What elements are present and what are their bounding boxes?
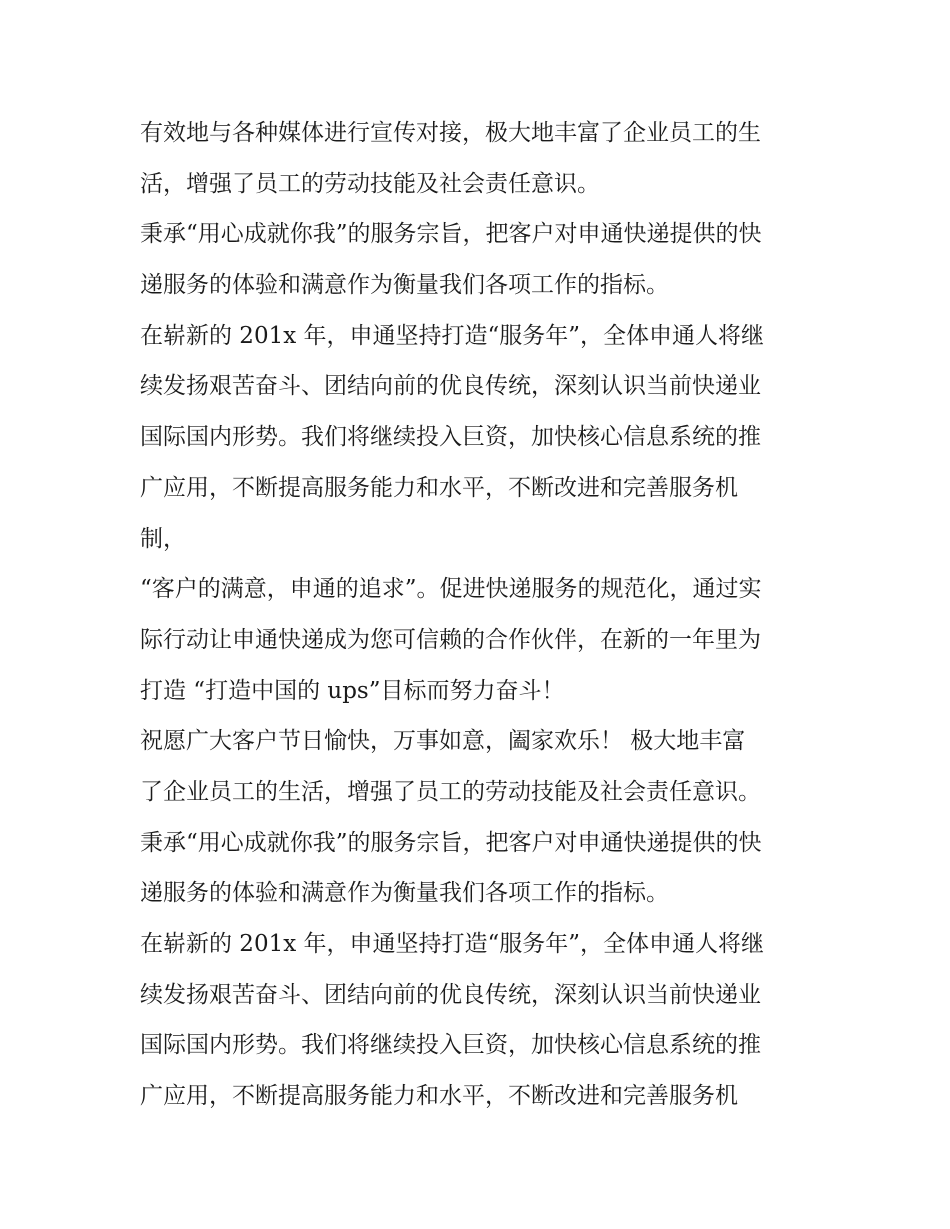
text-line: 递服务的体验和满意作为衡量我们各项工作的指标。 [140,272,669,299]
text-line: 际行动让申通快递成为您可信赖的合作伙伴，在新的一年里为 [140,626,761,653]
text-line: 续发扬艰苦奋斗、团结向前的优良传统，深刻认识当前快递业 [140,981,761,1008]
text-line: 秉承“用心成就你我”的服务宗旨，把客户对申通快递提供的快 [140,221,762,248]
text-line: 广应用，不断提高服务能力和水平，不断改进和完善服务机 [140,1083,738,1110]
text-line: 制， [140,525,186,552]
text-line: 国际国内形势。我们将继续投入巨资，加快核心信息系统的推 [140,424,761,451]
text-line: “客户的满意，申通的追求”。促进快递服务的规范化，通过实 [140,576,762,603]
text-line: 活，增强了员工的劳动技能及社会责任意识。 [140,170,600,197]
text-line: 在崭新的 201x 年，申通坚持打造“服务年”，全体申通人将继 [140,322,765,349]
text-line: 在崭新的 201x 年，申通坚持打造“服务年”，全体申通人将继 [140,931,765,957]
body-text [140,108,830,1122]
text-line: 续发扬艰苦奋斗、团结向前的优良传统，深刻认识当前快递业 [140,373,761,400]
text-line: 祝愿广大客户节日愉快，万事如意，阖家欢乐！ 极大地丰富 [140,728,746,755]
text-line: 递服务的体验和满意作为衡量我们各项工作的指标。 [140,880,669,907]
text-line: 国际国内形势。我们将继续投入巨资，加快核心信息系统的推 [140,1032,761,1059]
text-line: 秉承“用心成就你我”的服务宗旨，把客户对申通快递提供的快 [140,829,762,856]
text-line: 了企业员工的生活，增强了员工的劳动技能及社会责任意识。 [140,778,761,805]
text-line: 广应用，不断提高服务能力和水平，不断改进和完善服务机 [140,474,738,501]
text-line: 打造 “打造中国的 ups”目标而努力奋斗！ [140,677,565,704]
text-line: 有效地与各种媒体进行宣传对接，极大地丰富了企业员工的生 [140,120,761,146]
